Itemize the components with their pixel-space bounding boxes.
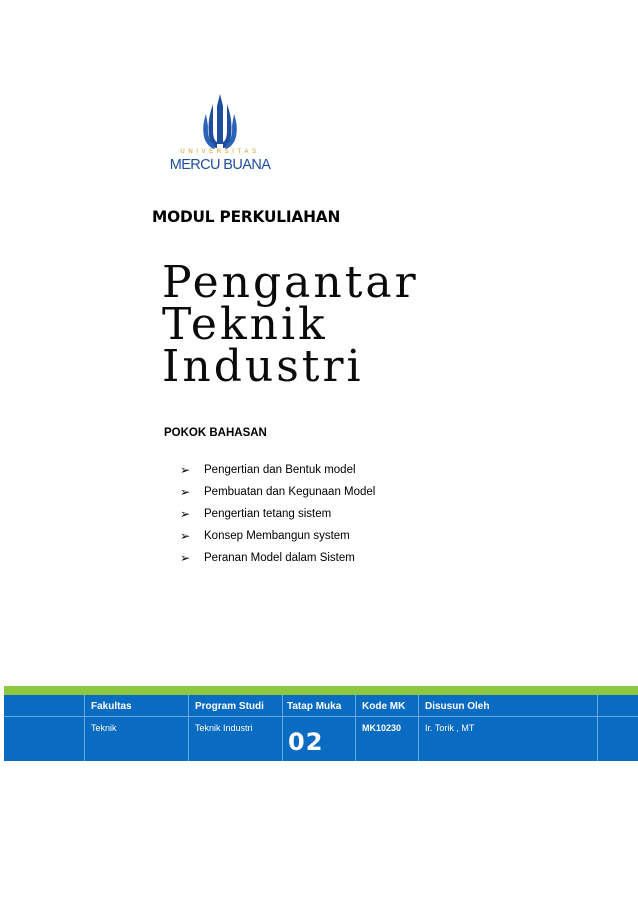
logo-university-name: MERCU BUANA: [169, 157, 271, 173]
list-item: [180, 508, 375, 530]
topic-text: Konsep Membangun system: [204, 530, 350, 542]
table-column-divider: [418, 695, 419, 761]
arrow-bullet-icon: ➢: [180, 507, 191, 521]
section-label: POKOK BAHASAN: [164, 427, 267, 439]
course-title: [162, 257, 419, 392]
header-disusun-oleh: Disusun Oleh: [425, 701, 490, 712]
green-divider-bar: [4, 686, 638, 695]
topic-text: Pengertian tetang sistem: [204, 508, 332, 520]
value-program-studi: Teknik Industri: [195, 723, 253, 733]
header-program-studi: Program Studi: [195, 701, 264, 712]
value-tatap-muka: 02: [288, 728, 324, 756]
table-column-divider: [84, 695, 85, 761]
arrow-bullet-icon: ➢: [180, 529, 191, 543]
list-item: [180, 552, 375, 574]
table-column-divider: [355, 695, 356, 761]
value-disusun-oleh: Ir. Torik , MT: [425, 723, 475, 733]
topic-text: Pembuatan dan Kegunaan Model: [204, 486, 376, 498]
module-heading: MODUL PERKULIAHAN: [152, 207, 341, 226]
arrow-bullet-icon: ➢: [180, 463, 191, 477]
university-logo: [163, 92, 277, 184]
table-column-divider: [597, 695, 598, 761]
course-title-line: Teknik: [162, 299, 328, 350]
value-fakultas: Teknik: [91, 723, 117, 733]
list-item: [180, 486, 375, 508]
mercu-buana-emblem-icon: [201, 92, 239, 150]
topic-text: Peranan Model dalam Sistem: [204, 552, 355, 564]
list-item: [180, 464, 375, 486]
course-title-line: Industri: [162, 341, 364, 392]
logo-universitas-text: UNIVERSITAS: [180, 149, 260, 155]
arrow-bullet-icon: ➢: [180, 551, 191, 565]
table-row-divider: [4, 716, 638, 717]
arrow-bullet-icon: ➢: [180, 485, 191, 499]
value-kode-mk: MK10230: [362, 723, 402, 733]
course-title-line: Pengantar: [162, 257, 419, 308]
table-column-divider: [282, 695, 283, 761]
topic-list: [180, 464, 375, 574]
header-kode-mk: Kode MK: [362, 701, 406, 712]
header-fakultas: Fakultas: [91, 701, 132, 712]
list-item: [180, 530, 375, 552]
header-tatap-muka: Tatap Muka: [287, 701, 342, 712]
table-column-divider: [188, 695, 189, 761]
topic-text: Pengertian dan Bentuk model: [204, 464, 356, 476]
